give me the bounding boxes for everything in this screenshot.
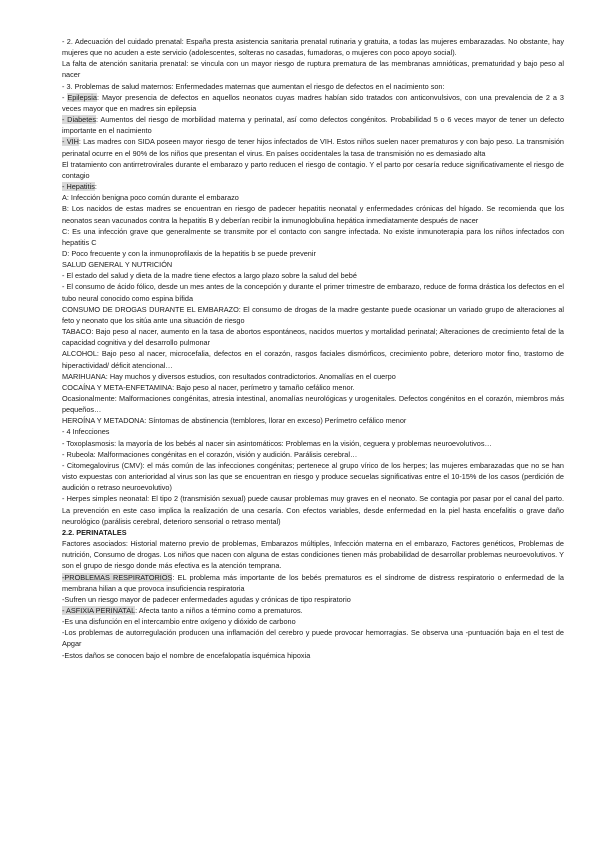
paragraph [62, 203, 564, 225]
paragraph [62, 304, 564, 326]
paragraph-text: - 3. Problemas de salud maternos: Enfermedades maternas que aumentan el riesgo de defectos en el nacimiento son: [62, 81, 445, 91]
paragraph [62, 81, 564, 92]
paragraph [62, 594, 564, 605]
paragraph [62, 449, 564, 460]
paragraph-text: - Rubeola: Malformaciones congénitas en el corazón, visión y audición. Parálisis cerebral… [62, 449, 358, 459]
paragraph [62, 460, 564, 493]
paragraph [62, 650, 564, 661]
paragraph-text: COCAÍNA Y META-ENFETAMINA: Bajo peso al nacer, perímetro y tamaño cefálico menor. [62, 382, 355, 392]
paragraph [62, 393, 564, 415]
paragraph [62, 36, 564, 58]
paragraph [62, 415, 564, 426]
paragraph [62, 572, 564, 594]
paragraph [62, 259, 564, 270]
paragraph [62, 527, 564, 538]
paragraph-prefix: - [62, 92, 68, 102]
paragraph-text: A: Infección benigna poco común durante el embarazo [62, 193, 239, 203]
paragraph-text: CONSUMO DE DROGAS DURANTE EL EMBARAZO: El consumo de drogas de la madre gestante puede ocasionar un variado grupo de alteraciones al feto y neonato que los sitúa ante una situación de riesgo [62, 304, 564, 325]
paragraph-text: - Citomegalovirus (CMV): el más común de las infecciones congénitas; pertenece al grupo vírico de los herpes; las mujeres embarazadas que no se han visto expuestas con anterioridad al virus son las que se encuentran en riesgo y produce secuelas significativas entre el 10-15% de los casos (perdición de audición o retraso neuroevolutivo) [62, 460, 564, 493]
paragraph [62, 270, 564, 281]
paragraph [62, 159, 564, 181]
paragraph-text: HEROÍNA Y METADONA: Síntomas de abstinencia (temblores, llorar en exceso) Perímetro cefálico menor [62, 416, 407, 426]
paragraph-text: - Herpes simples neonatal: El tipo 2 (transmisión sexual) puede causar problemas muy graves en el neonato. Se contagia por pasar por el canal del parto. La prevención en este caso implica la realización de una cesaría. Con efectos variables, desde enfermedad en la piel hasta encefalitis o grave daño neurológico (parálisis cerebral, deterioro sensorial o retraso mental) [62, 494, 564, 526]
paragraph [62, 493, 564, 526]
highlighted-term: - ASFIXIA PERINATAL [62, 605, 136, 615]
paragraph-text: - Toxoplasmosis: la mayoría de los bebés al nacer sin asintomáticos: Problemas en la visión, ceguera y problemas neuroevolutivos… [62, 438, 492, 448]
paragraph-text: C: Es una infección grave que generalmente se transmite por el contacto con sangre infectada. No existe inmunoterapia para los niños infectados con hepatitis C [62, 226, 564, 247]
paragraph-text: - 2. Adecuación del cuidado prenatal: España presta asistencia sanitaria prenatal rutinaria y gratuita, a todas las mujeres embarazadas. No obstante, hay mujeres que no acuden a este servicio (adolescentes, solteras no casadas, fumadoras, o mujeres con poco apoyo social). [62, 37, 564, 58]
paragraph [62, 538, 564, 571]
paragraph-text: : Aumentos del riesgo de morbilidad materna y perinatal, así como defectos congénitos. Probabilidad 5 o 6 veces mayor de tener un defecto importante en el nacimiento [62, 115, 565, 136]
paragraph-text: MARIHUANA: Hay muchos y diversos estudios, con resultados contradictorios. Anomalías en el cuerpo [62, 371, 396, 381]
paragraph [62, 281, 564, 303]
document-page [62, 36, 564, 661]
paragraph [62, 326, 564, 348]
paragraph [62, 371, 564, 382]
paragraph-text: Factores asociados: Historial materno previo de problemas, Embarazos múltiples, Infección materna en el embarazo, Factores genéticos, Problemas de nutrición, Consumo de drogas. Los niños que nacen con alguna de estas condiciones tienen más probabilidad de desarrollar problemas neuroevolutivos. Y son el grupo de riesgo donde más efectiva es la atención temprana. [62, 539, 564, 571]
paragraph [62, 348, 564, 370]
paragraph [62, 248, 564, 259]
paragraph-text: -Es una disfunción en el intercambio entre oxígeno y dióxido de carbono [62, 617, 296, 627]
paragraph-text: - El estado del salud y dieta de la madre tiene efectos a largo plazo sobre la salud del bebé [62, 271, 357, 281]
highlighted-term: - Hepatitis [62, 182, 95, 192]
paragraph [62, 438, 564, 449]
paragraph [62, 426, 564, 437]
paragraph-text: - El consumo de ácido fólico, desde un mes antes de la concepción y durante el primer trimestre de embarazo, reduce de forma drástica los defectos en el tubo neural conocido como espina bífida [62, 282, 564, 303]
paragraph-text: ALCOHOL: Bajo peso al nacer, microcefalia, defectos en el corazón, rasgos faciales dismórficos, crecimiento pobre, deterioro motor fino, trastorno de hiperactividad/ déficit atencional… [62, 349, 564, 370]
paragraph-text: D: Poco frecuente y con la inmunoprofilaxis de la hepatitis b se puede prevenir [62, 248, 316, 258]
paragraph-text: B: Los nacidos de estas madres se encuentran en riesgo de padecer hepatitis neonatal y enfermedades crónicas del hígado. Se recomienda que los neonatos sean vacunados contra la hepatitis B y deberían recibir la inmunoglobulina hepática inmediatamente después de nacer [62, 204, 564, 225]
paragraph-text: -Los problemas de autorregulación producen una inflamación del cerebro y puede provocar hemorragias. Se observa una -puntuación baja en el test de Apgar [62, 628, 564, 649]
paragraph-text: Ocasionalmente: Malformaciones congénitas, atresia intestinal, anomalías neurológicas y urogenitales. Defectos congénitos en el corazón, miembros más pequeños… [62, 394, 564, 415]
paragraph-text: 2.2. PERINATALES [62, 527, 127, 537]
paragraph [62, 226, 564, 248]
paragraph-text: El tratamiento con antirretrovirales durante el embarazo y parto reducen el riesgo de contagio. Y el parto por cesaría reduce significativamente el riesgo de contagio [62, 159, 564, 180]
highlighted-term: - Diabetes [62, 115, 96, 125]
paragraph-text: TABACO: Bajo peso al nacer, aumento en la tasa de abortos espontáneos, nacidos muertos y mortalidad perinatal; Alteraciones de crecimiento fetal de la capacidad cognitiva y del desarrollo pulmonar [62, 327, 564, 348]
paragraph-text: La falta de atención sanitaria prenatal: se vincula con un mayor riesgo de ruptura prematura de las membranas amnióticas, prematuridad y bajo peso al nacer [62, 59, 564, 80]
paragraph-text: -Estos daños se conocen bajo el nombre de encefalopatía isquémica hipoxia [62, 650, 311, 660]
paragraph [62, 58, 564, 80]
paragraph [62, 382, 564, 393]
paragraph [62, 92, 564, 114]
paragraph-text: - 4 Infecciones [62, 427, 110, 437]
paragraph-text: -Sufren un riesgo mayor de padecer enfermedades agudas y crónicas de tipo respiratorio [62, 594, 351, 604]
paragraph-text: : EL problema más importante de los bebés prematuros es el síndrome de distress respiratorio o enfermedad de la membrana hilian a que provoca insuficiencia respiratoria [62, 572, 564, 593]
paragraph [62, 627, 564, 649]
paragraph [62, 616, 564, 627]
paragraph [62, 192, 564, 203]
highlighted-term: - VIH [62, 137, 79, 147]
highlighted-term: Epilepsia [67, 92, 97, 102]
paragraph-text: : Afecta tanto a niños a término como a prematuros. [135, 605, 303, 615]
paragraph-text: : Las madres con SIDA poseen mayor riesgo de tener hijos infectados de VIH. Estos niños suelen nacer prematuros y con bajo peso. La transmisión perinatal ocurre en el 90% de los niños que presentan el virus. En países occidentales la tasa de transmisión no es demasiado alta [62, 137, 564, 158]
highlighted-term: -PROBLEMAS RESPIRATORIOS [62, 572, 173, 582]
paragraph-text: : [94, 182, 97, 192]
paragraph-text: SALUD GENERAL Y NUTRICIÓN [62, 260, 173, 270]
paragraph [62, 605, 564, 616]
paragraph [62, 181, 564, 192]
paragraph [62, 136, 564, 158]
paragraph [62, 114, 564, 136]
paragraph-text: : Mayor presencia de defectos en aquellos neonatos cuyas madres habían sido tratados con anticonvulsivos, con una prevalencia de 2 a 3 veces mayor que en madres sin epilepsia [62, 92, 564, 113]
